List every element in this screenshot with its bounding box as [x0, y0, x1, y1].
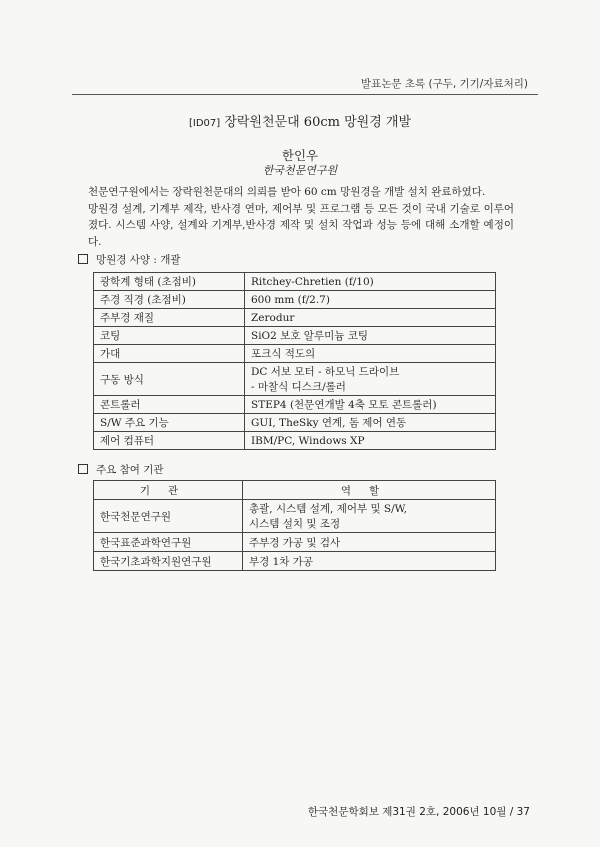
spec-value: IBM/PC, Windows XP	[245, 432, 496, 450]
checkbox-icon	[78, 254, 88, 264]
paper-title	[0, 111, 600, 130]
table-row	[94, 363, 496, 396]
table-row	[94, 533, 496, 552]
spec-key: 가대	[94, 345, 245, 363]
org-name: 한국기초과학지원연구원	[94, 552, 243, 571]
table-row	[94, 396, 496, 414]
spec-value: Zerodur	[245, 309, 496, 327]
spec-key: 주부경 재질	[94, 309, 245, 327]
spec-key: S/W 주요 기능	[94, 414, 245, 432]
paper-code: [ID07]	[188, 118, 221, 129]
org-role-line: 총괄, 시스템 설계, 제어부 및 S/W,	[249, 503, 407, 515]
table-row	[94, 345, 496, 363]
spec-key: 주경 직경 (초점비)	[94, 291, 245, 309]
table-row	[94, 432, 496, 450]
abstract-paragraph: 망원경 설계, 기계부 제작, 반사경 연마, 제어부 및 프로그램 등 모든 것이 국내 기술로 이루어졌다. 시스템 사양, 설계와 기계부,반사경 제작 및 설치 작업과 성능 등에 대해 소개할 예정이다.	[88, 202, 514, 248]
org-role-line: 시스템 설치 및 조정	[249, 518, 341, 530]
inst-section-label	[78, 462, 164, 477]
spec-value	[245, 363, 496, 396]
spec-key: 콘트롤러	[94, 396, 245, 414]
paper-title-text: 장락원천문대 60cm 망원경 개발	[224, 115, 411, 130]
spec-value-line: DC 서보 모터 - 하모닉 드라이브	[251, 366, 400, 378]
spec-value: SiO2 보호 알루미늄 코팅	[245, 327, 496, 345]
spec-value-line: - 마찰식 디스크/롤러	[251, 381, 346, 393]
org-name: 한국표준과학연구원	[94, 533, 243, 552]
spec-value: 600 mm (f/2.7)	[245, 291, 496, 309]
spec-key: 광학계 형태 (초점비)	[94, 273, 245, 291]
spec-key: 구동 방식	[94, 363, 245, 396]
table-row	[94, 414, 496, 432]
abstract-paragraph: 천문연구원에서는 장락원천문대의 의뢰를 받아 60 cm 망원경을 개발 설치 완료하였다.	[88, 186, 486, 198]
table-header-row	[94, 481, 496, 500]
column-header-role: 역할	[243, 481, 496, 500]
institution-table	[93, 480, 496, 571]
spec-key: 코팅	[94, 327, 245, 345]
footer-citation: 한국천문학회보 제31권 2호, 2006년 10월 / 37	[307, 806, 530, 818]
spec-value: STEP4 (천문연개발 4축 모토 콘트롤러)	[245, 396, 496, 414]
table-row	[94, 291, 496, 309]
spec-value: Ritchey-Chretien (f/10)	[245, 273, 496, 291]
spec-section-label	[78, 252, 181, 267]
org-role: 주부경 가공 및 검사	[243, 533, 496, 552]
table-row	[94, 327, 496, 345]
spec-value: GUI, TheSky 연계, 돔 제어 연동	[245, 414, 496, 432]
org-role	[243, 500, 496, 533]
table-row	[94, 309, 496, 327]
spec-key: 제어 컴퓨터	[94, 432, 245, 450]
inst-section-label-text: 주요 참여 기관	[96, 464, 164, 476]
abstract	[88, 184, 514, 250]
org-name: 한국천문연구원	[94, 500, 243, 533]
table-row	[94, 552, 496, 571]
checkbox-icon	[78, 464, 88, 474]
spec-table	[93, 272, 496, 450]
spec-section-label-text: 망원경 사양 : 개괄	[96, 254, 181, 266]
author-affiliation: 한국천문연구원	[262, 164, 338, 177]
running-header: 발표논문 초록 (구두, 기기/자료처리)	[360, 78, 528, 90]
table-row	[94, 273, 496, 291]
table-row	[94, 500, 496, 533]
column-header-org: 기관	[94, 481, 243, 500]
header-rule	[72, 94, 538, 95]
spec-value: 포크식 적도의	[245, 345, 496, 363]
org-role: 부경 1차 가공	[243, 552, 496, 571]
author-name: 한인우	[281, 148, 319, 163]
